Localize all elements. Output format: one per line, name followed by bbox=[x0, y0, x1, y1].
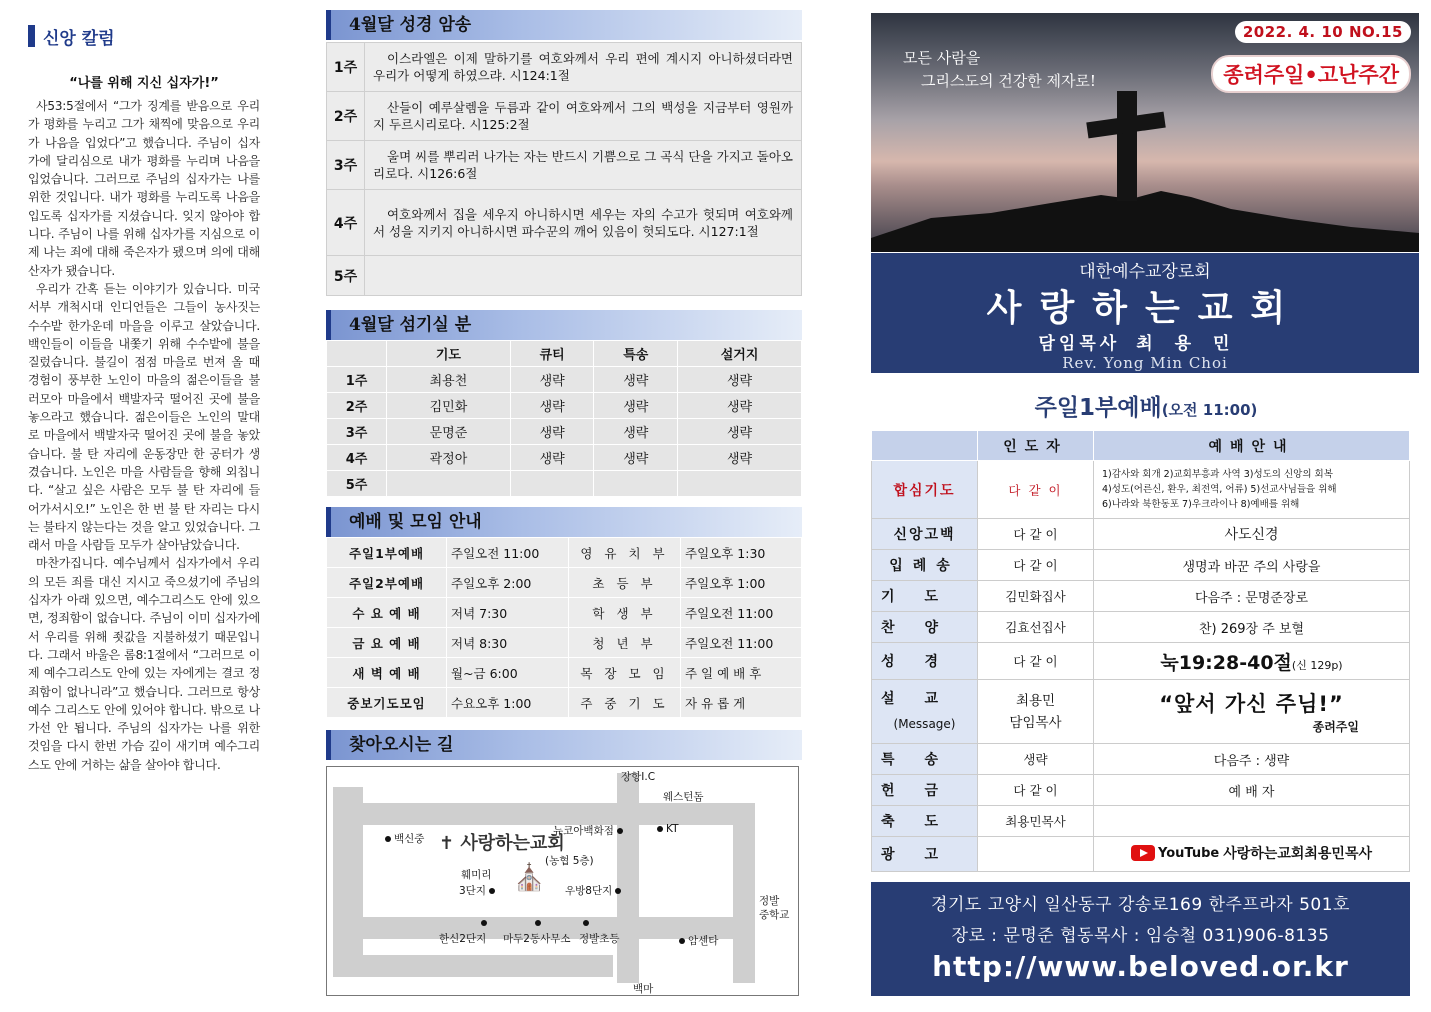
table-cell: 생략 bbox=[510, 393, 594, 419]
prayer-topic-line: 6)나라와 북한동포 7)우크라이나 8)예배를 위해 bbox=[1102, 499, 1300, 510]
pastor-name: 최용민 bbox=[1136, 334, 1252, 354]
sermon-label-en: (Message) bbox=[893, 716, 956, 731]
map-label bbox=[565, 883, 624, 898]
scripture-page: (신 129p) bbox=[1291, 658, 1343, 672]
table-cell bbox=[387, 471, 511, 497]
table-cell: 3주 bbox=[327, 419, 387, 445]
table-cell: 주 중 기 도 bbox=[569, 688, 681, 718]
pastor-line bbox=[871, 329, 1419, 354]
map-label: 백마 bbox=[633, 983, 654, 995]
location-dot-icon bbox=[617, 828, 623, 834]
table-cell: 주일오전 11:00 bbox=[447, 538, 569, 568]
services-table bbox=[326, 537, 802, 718]
order-detail bbox=[1094, 643, 1410, 680]
worship-title-text: 주일1부예배 bbox=[1034, 395, 1162, 421]
table-row bbox=[872, 806, 1410, 837]
map-label bbox=[385, 831, 424, 846]
location-dot-icon bbox=[583, 917, 592, 929]
map-label-text: 우방8단지 bbox=[565, 885, 613, 897]
table-cell: 생략 bbox=[594, 367, 678, 393]
table-cell: 금 요 예 배 bbox=[327, 628, 447, 658]
church-banner bbox=[871, 253, 1419, 373]
table-cell: 생략 bbox=[678, 445, 802, 471]
location-dot-icon bbox=[385, 836, 391, 842]
table-cell: 청 년 부 bbox=[569, 628, 681, 658]
table-row bbox=[872, 550, 1410, 581]
verse-text: 이스라엘은 이제 말하기를 여호와께서 우리 편에 계시지 아니하셨더라면 우리가 어떻게 하였으랴. 시124:1절 bbox=[365, 43, 802, 92]
youtube-icon bbox=[1131, 845, 1155, 861]
week-label: 5주 bbox=[327, 256, 365, 296]
website-link[interactable]: http://www.beloved.or.kr bbox=[932, 950, 1349, 983]
column-header: 인도자 bbox=[978, 431, 1094, 461]
table-cell: 주 일 예 배 후 bbox=[681, 658, 802, 688]
right-column bbox=[871, 13, 1421, 998]
order-detail bbox=[1094, 806, 1410, 837]
table-cell: 2주 bbox=[327, 393, 387, 419]
table-row bbox=[327, 141, 802, 190]
table-row bbox=[327, 598, 802, 628]
column-paragraph: 우리가 간혹 듣는 이야기가 있습니다. 미국 서부 개척시대 인디언들은 그들이 농사짓는 수수밭 한가운데 마을을 이루고 살았습니다. 백인들이 이들을 내쫓기 위해 수수밭에 불을 질렀습니다. 불길이 점점 마을로 번져 올 때 경험이 풍부한 노인이 마을의 젊은이들을 불러모아 마을에서 백발자국 떨어진 곳에 불을 놓으라고 했습니다. 젊은이들은 노인의 말대로 마을에서 백발자국 떨어진 곳에 불을 놓았습니다. 불 탄 자리에 운동장만 한 공터가 생겼습니다. 노인은 마을 사람들을 향해 외칩니다. “살고 싶은 사람은 모두 불 탄 자리에 들어가서시오!” 노인은 한 번 불 탄 자리는 다시는 불타지 않는다는 것을 알고 있었습니다. 그래서 마을 사람들 모두가 살아남았습니다. bbox=[28, 281, 260, 553]
verse-text: 울며 씨를 뿌리러 나가는 자는 반드시 기쁨으로 그 곡식 단을 가지고 돌아오리로다. 시126:6절 bbox=[365, 141, 802, 190]
verses-heading: 4월달 성경 암송 bbox=[326, 10, 802, 40]
table-row bbox=[872, 775, 1410, 806]
cover-image bbox=[871, 13, 1419, 252]
heading-bar bbox=[28, 25, 35, 47]
column-header: 예배안내 bbox=[1094, 431, 1410, 461]
location-dot-icon bbox=[535, 920, 541, 926]
table-row bbox=[872, 581, 1410, 612]
column-header: 설거지 bbox=[678, 341, 802, 367]
order-detail: 다음주 : 문명준장로 bbox=[1094, 581, 1410, 612]
order-leader: 김효선집사 bbox=[978, 612, 1094, 643]
order-detail: 생명과 바꾼 주의 사랑을 bbox=[1094, 550, 1410, 581]
staff-contact: 장로 : 문명준 협동목사 : 임승철 031)906-8135 bbox=[951, 926, 1330, 946]
table-row bbox=[872, 612, 1410, 643]
order-leader: 다 같 이 bbox=[978, 519, 1094, 550]
order-detail: 찬) 269장 주 보혈 bbox=[1094, 612, 1410, 643]
youtube-channel-name: 사랑하는교회최용민목사 bbox=[1223, 846, 1372, 862]
table-row bbox=[327, 256, 802, 296]
table-header-row bbox=[872, 431, 1410, 461]
preacher-name: 최용민 bbox=[1015, 692, 1056, 709]
order-label: 특송 bbox=[872, 744, 978, 775]
table-cell: 1주 bbox=[327, 367, 387, 393]
table-cell: 목 장 모 임 bbox=[569, 658, 681, 688]
map-label: 훼미리 bbox=[461, 869, 492, 881]
table-header-row bbox=[327, 341, 802, 367]
directions-map bbox=[326, 766, 799, 996]
faith-column bbox=[28, 22, 260, 997]
order-label: 신앙고백 bbox=[872, 519, 978, 550]
road bbox=[333, 803, 753, 825]
order-label: 기도 bbox=[872, 581, 978, 612]
table-cell: 4주 bbox=[327, 445, 387, 471]
table-row bbox=[327, 190, 802, 256]
map-label-text: 3단지 bbox=[459, 885, 486, 897]
order-detail: 사도신경 bbox=[1094, 519, 1410, 550]
order-leader bbox=[978, 837, 1094, 872]
slogan-line: 그리스도의 건강한 제자로! bbox=[921, 72, 1096, 90]
order-leader bbox=[978, 680, 1094, 744]
table-row bbox=[327, 471, 802, 497]
table-cell: 생략 bbox=[678, 419, 802, 445]
table-cell: 주일오후 1:00 bbox=[681, 568, 802, 598]
table-row bbox=[327, 568, 802, 598]
order-label: 광고 bbox=[872, 837, 978, 872]
worship-title bbox=[871, 389, 1421, 422]
table-cell: 주일2부예배 bbox=[327, 568, 447, 598]
map-label bbox=[679, 933, 718, 948]
table-cell: 5주 bbox=[327, 471, 387, 497]
map-label: (농협 5층) bbox=[545, 855, 594, 867]
table-row bbox=[872, 519, 1410, 550]
order-detail bbox=[1094, 680, 1410, 744]
map-church-name: 사랑하는교회 bbox=[460, 833, 565, 854]
church-emblem-icon: ✝ bbox=[439, 833, 455, 854]
table-row bbox=[327, 628, 802, 658]
theme-badge: 종려주일•고난주간 bbox=[1211, 55, 1411, 93]
sermon-title: “앞서 가신 주님!” bbox=[1159, 692, 1344, 716]
map-label bbox=[459, 883, 498, 898]
order-label: 성경 bbox=[872, 643, 978, 680]
table-cell: 생략 bbox=[594, 393, 678, 419]
table-cell: 생략 bbox=[510, 445, 594, 471]
table-cell: 중보기도모임 bbox=[327, 688, 447, 718]
denomination: 대한예수교장로회 bbox=[1079, 262, 1211, 282]
table-cell: 곽정아 bbox=[387, 445, 511, 471]
week-label: 2주 bbox=[327, 92, 365, 141]
worship-time: (오전 11:00) bbox=[1161, 401, 1258, 419]
table-row bbox=[327, 445, 802, 471]
church-logo bbox=[439, 829, 565, 855]
order-leader: 다 같 이 bbox=[978, 461, 1094, 519]
table-cell: 문명준 bbox=[387, 419, 511, 445]
order-label bbox=[872, 680, 978, 744]
column-paragraph: 사53:5절에서 “그가 징계를 받음으로 우리가 평화를 누리고 그가 채찍에 맞음으로 우리가 나음을 입었다”고 했습니다. 주님이 십자가에 달리심으로 내가 평화를 누리며 나음을 입었습니다. 그러므로 주님의 십자가는 나를 위한 것입니다. 내가 평화를 누리도록 나음을 입도록 십자가를 지셨습니다. 잊지 않아야 합니다. 주님이 나를 위해 십자가를 지심으로 이제 나는 죄에 대해 죽은자가 됐으며 의에 대해 산자가 됐습니다. bbox=[28, 99, 260, 278]
map-label: 정발 bbox=[759, 895, 780, 907]
map-label: 웨스턴돔 bbox=[663, 791, 704, 803]
map-heading: 찾아오시는 길 bbox=[326, 730, 802, 760]
church-name: 사랑하는교회 bbox=[986, 288, 1304, 329]
slogan-line: 모든 사람을 bbox=[903, 49, 981, 67]
table-cell: 자 유 롭 게 bbox=[681, 688, 802, 718]
road bbox=[733, 803, 755, 983]
road bbox=[333, 955, 613, 977]
column-header bbox=[327, 341, 387, 367]
youtube-channel[interactable] bbox=[1131, 843, 1372, 863]
table-cell: 주일1부예배 bbox=[327, 538, 447, 568]
table-row bbox=[327, 658, 802, 688]
road bbox=[617, 773, 639, 983]
table-cell: 수요오후 1:00 bbox=[447, 688, 569, 718]
map-label: 마두2동사무소 bbox=[503, 933, 571, 945]
verse-text: 산들이 예루살렘을 두름과 같이 여호와께서 그의 백성을 지금부터 영원까지 두르시리로다. 시125:2절 bbox=[365, 92, 802, 141]
map-label bbox=[657, 823, 678, 835]
table-row bbox=[327, 43, 802, 92]
prayer-topic-line: 1)감사와 회개 2)교회부흥과 사역 3)성도의 신앙의 회복 bbox=[1102, 469, 1333, 480]
location-dot-icon bbox=[481, 917, 490, 929]
verse-text bbox=[365, 256, 802, 296]
table-cell: 생략 bbox=[678, 393, 802, 419]
middle-column bbox=[326, 10, 802, 995]
issue-date-badge: 2022. 4. 10 NO.15 bbox=[1235, 21, 1411, 43]
scripture-reference bbox=[1160, 652, 1342, 674]
location-dot-icon bbox=[657, 826, 663, 832]
column-header: 특송 bbox=[594, 341, 678, 367]
table-row bbox=[327, 367, 802, 393]
table-row bbox=[327, 419, 802, 445]
map-label-text: 뉴코아백화점 bbox=[553, 825, 614, 837]
map-label: 중학교 bbox=[759, 909, 790, 921]
slogan bbox=[903, 47, 1096, 93]
table-cell bbox=[678, 471, 802, 497]
column-header: 큐티 bbox=[510, 341, 594, 367]
order-leader: 김민화집사 bbox=[978, 581, 1094, 612]
services-heading: 예배 및 모임 안내 bbox=[326, 507, 802, 537]
map-label-text: 백신중 bbox=[394, 833, 425, 845]
worship-order-table bbox=[871, 430, 1410, 872]
table-cell: 학 생 부 bbox=[569, 598, 681, 628]
map-label: 정발초등 bbox=[579, 933, 620, 945]
location-dot-icon bbox=[535, 917, 544, 929]
table-cell: 주일오전 11:00 bbox=[681, 628, 802, 658]
pastor-english-name: Rev. Yong Min Choi bbox=[1062, 354, 1228, 372]
table-row bbox=[872, 680, 1410, 744]
preacher-title: 담임목사 bbox=[1009, 714, 1062, 731]
location-dot-icon bbox=[615, 888, 621, 894]
order-label: 축도 bbox=[872, 806, 978, 837]
duty-heading: 4월달 섬기실 분 bbox=[326, 310, 802, 340]
column-paragraph: 마찬가집니다. 예수님께서 십자가에서 우리의 모든 죄를 대신 지시고 죽으셨기에 주님의 십자가 아래 있으면, 예수그리스도 안에 있으면, 정죄함이 없습니다. 주님이 이미 십자가에서 우리를 위해 죗값을 지불하셨기 때문입니다. 그래서 바울은 롬8:1절에서 “그러므로 이제 예수그리스도 안에 있는 자에게는 결코 정죄함이 없나니라”고 했습니다. 그러므로 항상 예수 그리스도 안에 있어야 합니다. 밖으로 나가선 안 됩니다. 주님의 십자가는 나를 위한 것임을 다시 한번 가슴 깊이 새기며 예수그리스도 안에 거하는 삶을 살아야 합니다. bbox=[28, 556, 260, 772]
table-cell bbox=[510, 471, 594, 497]
table-cell: 주일오전 11:00 bbox=[681, 598, 802, 628]
table-cell: 저녁 7:30 bbox=[447, 598, 569, 628]
table-cell: 새 벽 예 배 bbox=[327, 658, 447, 688]
order-detail: 다음주 : 생략 bbox=[1094, 744, 1410, 775]
table-row bbox=[872, 643, 1410, 680]
week-label: 4주 bbox=[327, 190, 365, 256]
contact-footer bbox=[871, 882, 1410, 996]
table-cell: 수 요 예 배 bbox=[327, 598, 447, 628]
order-detail: 예 배 자 bbox=[1094, 775, 1410, 806]
scripture-text: 눅19:28-40절 bbox=[1160, 651, 1292, 674]
order-detail bbox=[1094, 837, 1410, 872]
church-building-icon: ⛪ bbox=[513, 863, 546, 893]
church-address: 경기도 고양시 일산동구 강송로169 한주프라자 501호 bbox=[931, 895, 1350, 915]
table-cell: 월~금 6:00 bbox=[447, 658, 569, 688]
table-row bbox=[872, 461, 1410, 519]
verses-table bbox=[326, 42, 802, 296]
table-row bbox=[872, 837, 1410, 872]
duty-table bbox=[326, 340, 802, 497]
column-heading bbox=[28, 22, 260, 50]
table-row bbox=[872, 744, 1410, 775]
youtube-brand: YouTube bbox=[1158, 845, 1220, 861]
table-cell: 영 유 치 부 bbox=[569, 538, 681, 568]
order-label: 헌금 bbox=[872, 775, 978, 806]
column-header bbox=[872, 431, 978, 461]
column-subtitle: “나를 위해 지신 십자가!” bbox=[69, 76, 219, 91]
order-leader: 최용민목사 bbox=[978, 806, 1094, 837]
table-row bbox=[327, 688, 802, 718]
table-cell: 생략 bbox=[510, 367, 594, 393]
order-label: 찬양 bbox=[872, 612, 978, 643]
order-leader: 다 같 이 bbox=[978, 643, 1094, 680]
location-dot-icon bbox=[679, 938, 685, 944]
location-dot-icon bbox=[489, 888, 495, 894]
sermon-subtitle: 종려주일 bbox=[1312, 720, 1359, 734]
table-cell: 초 등 부 bbox=[569, 568, 681, 598]
column-body bbox=[28, 97, 260, 774]
pastor-title: 담임목사 bbox=[1038, 334, 1121, 354]
table-cell: 최용천 bbox=[387, 367, 511, 393]
map-label: 장항I.C bbox=[621, 771, 656, 783]
map-label-text: KT bbox=[666, 823, 679, 835]
table-cell: 생략 bbox=[594, 419, 678, 445]
order-leader: 생략 bbox=[978, 744, 1094, 775]
table-row bbox=[327, 538, 802, 568]
map-label-text: 암센타 bbox=[688, 935, 719, 947]
table-cell: 저녁 8:30 bbox=[447, 628, 569, 658]
table-cell: 생략 bbox=[678, 367, 802, 393]
order-leader: 다 같 이 bbox=[978, 775, 1094, 806]
table-row bbox=[327, 92, 802, 141]
location-dot-icon bbox=[481, 920, 487, 926]
sermon-label: 설교 bbox=[880, 690, 969, 707]
column-heading-text: 신앙 칼럼 bbox=[43, 28, 115, 49]
table-cell: 생략 bbox=[510, 419, 594, 445]
week-label: 1주 bbox=[327, 43, 365, 92]
week-label: 3주 bbox=[327, 141, 365, 190]
table-cell: 주일오후 2:00 bbox=[447, 568, 569, 598]
table-cell bbox=[594, 471, 678, 497]
table-cell: 주일오후 1:30 bbox=[681, 538, 802, 568]
prayer-topics bbox=[1094, 461, 1410, 519]
location-dot-icon bbox=[583, 920, 589, 926]
order-label: 입례송 bbox=[872, 550, 978, 581]
verse-text: 여호와께서 집을 세우지 아니하시면 세우는 자의 수고가 헛되며 여호와께서 성을 지키지 아니하시면 파수꾼의 깨어 있음이 헛되도다. 시127:1절 bbox=[365, 190, 802, 256]
prayer-topic-line: 4)성도(어른신, 환우, 최전역, 어류) 5)선교사님들을 위해 bbox=[1102, 484, 1337, 495]
order-label: 합심기도 bbox=[872, 461, 978, 519]
table-cell: 김민화 bbox=[387, 393, 511, 419]
map-label: 한신2단지 bbox=[439, 933, 487, 945]
table-row bbox=[327, 393, 802, 419]
table-cell: 생략 bbox=[594, 445, 678, 471]
order-leader: 다 같 이 bbox=[978, 550, 1094, 581]
column-header: 기도 bbox=[387, 341, 511, 367]
